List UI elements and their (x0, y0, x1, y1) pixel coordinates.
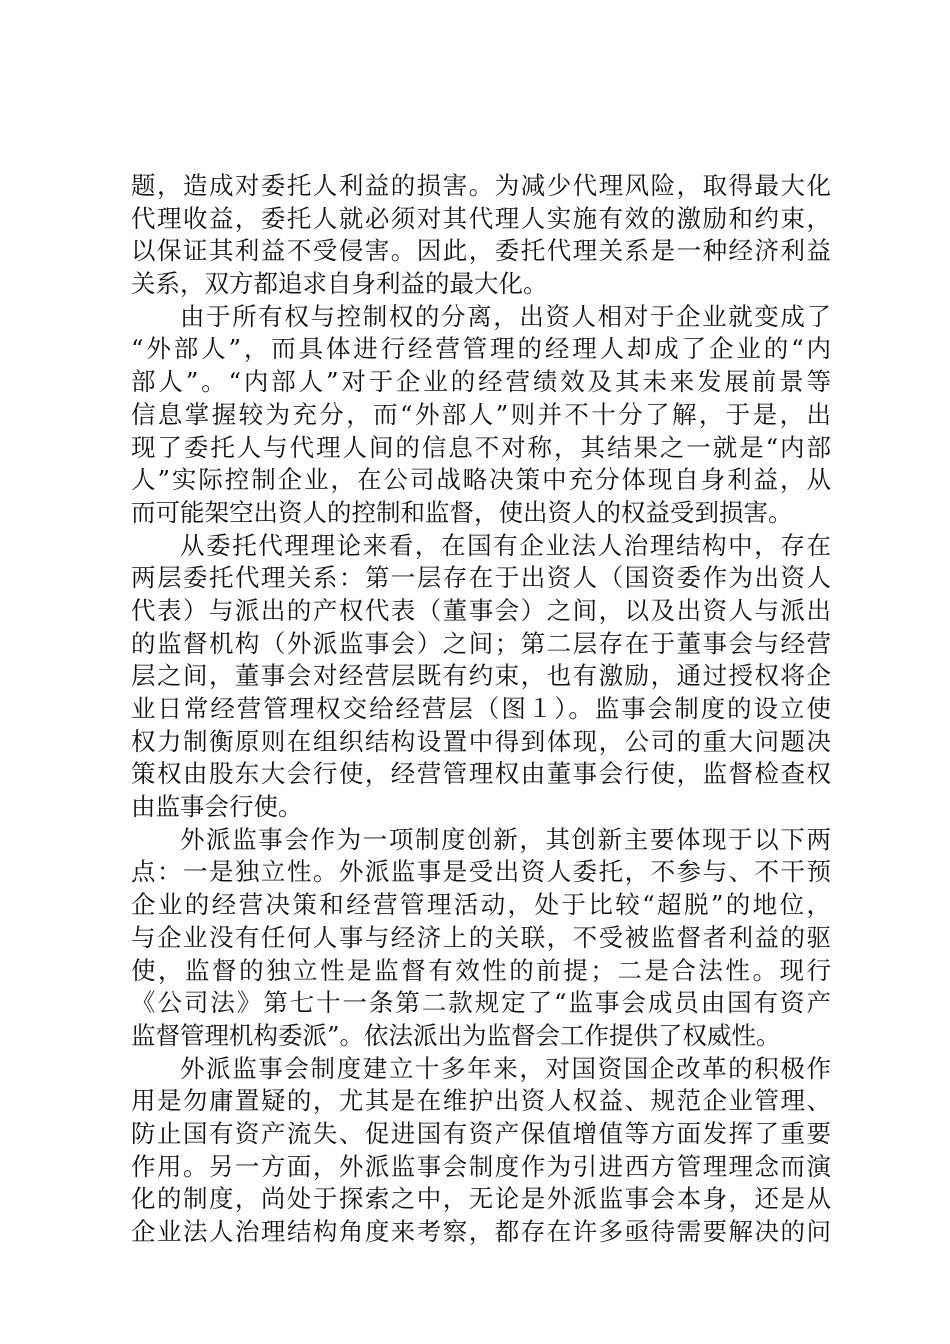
paragraph (131, 824, 831, 1053)
text-line: 外派监事会制度建立十多年来，对国资国企改革的积极作 (180, 1053, 831, 1083)
text-line: 业日常经营管理权交给经营层（图１）。监事会制度的设立使 (131, 694, 831, 723)
document-page (131, 170, 831, 1249)
text-line: 题，造成对委托人利益的损害。为减少代理风险，取得最大化 (131, 171, 831, 200)
text-line: 企业法人治理结构角度来考察，都存在许多亟待需要解决的问 (131, 1217, 831, 1246)
text-line: 代表）与派出的产权代表（董事会）之间，以及出资人与派出 (131, 595, 831, 625)
text-line: 两层委托代理关系：第一层存在于出资人（国资委作为出资人 (131, 563, 831, 593)
text-line: 防止国有资产流失、促进国有资产保值增值等方面发挥了重要 (131, 1118, 831, 1148)
text-line: 监督管理机构委派”。依法派出为监督会工作提供了权威性。 (131, 1020, 781, 1050)
text-line: 企业的经营决策和经营管理活动，处于比较“超脱”的地位， (131, 890, 831, 920)
paragraph (131, 301, 831, 530)
text-line: 关系，双方都追求自身利益的最大化。 (131, 269, 548, 299)
text-line: 权力制衡原则在组织结构设置中得到体现，公司的重大问题决 (131, 726, 831, 756)
text-line: 人”实际控制企业，在公司战略决策中充分体现自身利益，从 (131, 465, 831, 495)
text-line: 的监督机构（外派监事会）之间；第二层存在于董事会与经营 (131, 628, 831, 658)
text-line: 外派监事会作为一项制度创新，其创新主要体现于以下两 (180, 824, 831, 854)
text-line: 策权由股东大会行使，经营管理权由董事会行使，监督检查权 (131, 759, 831, 789)
text-line: 层之间，董事会对经营层既有约束，也有激励，通过授权将企 (131, 661, 831, 691)
paragraph (131, 170, 831, 301)
text-line: 由于所有权与控制权的分离，出资人相对于企业就变成了 (180, 301, 831, 331)
text-line: 现了委托人与代理人间的信息不对称，其结果之一就是“内部 (131, 432, 831, 462)
text-line: 作用。另一方面，外派监事会制度作为引进西方管理理念而演 (131, 1151, 831, 1181)
text-line: “外部人”，而具体进行经营管理的经理人却成了企业的“内 (131, 334, 831, 364)
text-line: 而可能架空出资人的控制和监督，使出资人的权益受到损害。 (131, 497, 793, 527)
text-line: 信息掌握较为充分，而“外部人”则并不十分了解，于是，出 (131, 399, 831, 429)
text-line: 以保证其利益不受侵害。因此，委托代理关系是一种经济利益 (131, 236, 831, 266)
text-line: 点：一是独立性。外派监事是受出资人委托，不参与、不干预 (131, 857, 831, 887)
text-line: 代理收益，委托人就必须对其代理人实施有效的激励和约束， (131, 203, 831, 233)
text-line: 与企业没有任何人事与经济上的关联，不受被监督者利益的驱 (131, 922, 831, 952)
text-line: 使，监督的独立性是监督有效性的前提；二是合法性。现行 (131, 955, 831, 985)
text-line: 由监事会行使。 (131, 792, 303, 822)
text-line: 部人”。“内部人”对于企业的经营绩效及其未来发展前景等 (131, 367, 831, 397)
text-line: 从委托代理理论来看，在国有企业法人治理结构中，存在 (180, 530, 831, 560)
text-line: 《公司法》第七十一条第二款规定了“监事会成员由国有资产 (131, 988, 831, 1018)
text-line: 化的制度，尚处于探索之中，无论是外派监事会本身，还是从 (131, 1184, 831, 1214)
paragraph (131, 1053, 831, 1249)
text-line: 用是勿庸置疑的，尤其是在维护出资人权益、规范企业管理、 (131, 1086, 831, 1116)
paragraph (131, 530, 831, 824)
